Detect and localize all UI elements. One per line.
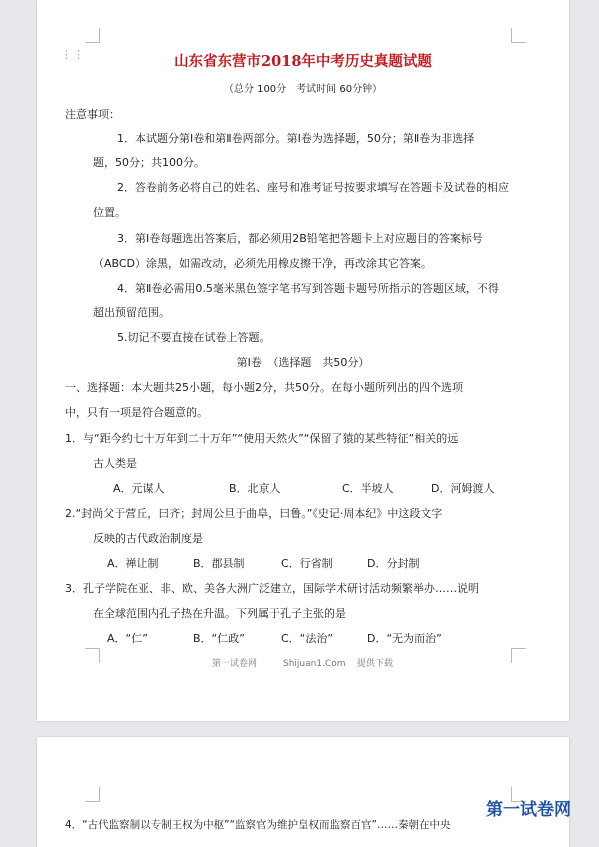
question-option: A．禅让制: [107, 557, 159, 570]
document-title: 山东省东营市2018年中考历史真题试题: [174, 53, 432, 70]
notice-line: 4．第Ⅱ卷必需用0.5毫米黑色签字笔书写到答题卡题号所指示的答题区域，不得: [117, 282, 499, 295]
footer-note: 提供下载: [357, 659, 394, 669]
page-corner-mark: [511, 648, 526, 663]
page-corner-mark: [85, 28, 100, 43]
question-stem: 4．“古代监察制以专制王权为中枢”“监察官为维护皇权而监察百官”……秦朝在中央: [65, 819, 451, 831]
page-corner-mark: [85, 787, 100, 802]
question-option: C．半坡人: [342, 482, 394, 495]
question-option: C．“法治”: [281, 632, 334, 645]
question-stem: 在全球范围内孔子热在升温。下列属于孔子主张的是: [93, 607, 346, 620]
footer-source: 第一试卷网: [212, 659, 258, 669]
notice-line: 5.切记不要直接在试卷上答题。: [117, 331, 271, 344]
section-intro: 中，只有一项是符合题意的。: [65, 406, 208, 419]
notice-line: （ABCD）涂黑，如需改动，必须先用橡皮擦干净，再改涂其它答案。: [93, 257, 433, 270]
footer-url: Shijuan1.Com: [283, 659, 346, 669]
question-option: C．行省制: [281, 557, 333, 570]
notice-line: 3．第Ⅰ卷每题选出答案后，都必须用2B铅笔把答题卡上对应题目的答案标号: [117, 232, 483, 245]
notice-line: 1．本试题分第Ⅰ卷和第Ⅱ卷两部分。第Ⅰ卷为选择题，50分；第Ⅱ卷为非选择: [117, 132, 475, 145]
document-subtitle: （总分 100分 考试时间 60分钟）: [223, 84, 383, 95]
question-option: D．“无为而治”: [367, 632, 442, 645]
notice-line: 超出预留范围。: [93, 306, 170, 319]
page-corner-mark: [85, 648, 100, 663]
notice-line: 位置。: [93, 206, 126, 219]
question-option: A．“仁”: [107, 632, 148, 645]
site-watermark: 第一试卷网: [486, 800, 571, 820]
question-stem: 3．孔子学院在亚、非、欧、美各大洲广泛建立，国际学术研讨活动频繁举办……说明: [65, 582, 479, 595]
question-option: B．郡县制: [193, 557, 245, 570]
notice-line: 2．答卷前务必将自己的姓名、座号和准考证号按要求填写在答题卡及试卷的相应: [117, 181, 509, 194]
notice-line: 题，50分；共100分。: [93, 156, 205, 169]
question-option: B．“仁政”: [193, 632, 245, 645]
section-title: 第Ⅰ卷 （选择题 共50分）: [236, 356, 370, 369]
question-option: A．元谋人: [113, 482, 165, 495]
notice-heading: 注意事项：: [65, 108, 120, 121]
section-intro: 一、选择题：本大题共25小题，每小题2分，共50分。在每小题所列出的四个选项: [65, 381, 463, 394]
table-move-handle-icon[interactable]: ⋮⋮: [61, 48, 85, 61]
question-stem: 2.“封尚父于营丘，曰齐；封周公旦于曲阜，曰鲁。”《史记·周本纪》中这段文字: [65, 507, 443, 520]
document-page-2: [37, 737, 569, 847]
question-stem: 1．与“距今约七十万年到二十万年”“使用天然火”“保留了猿的某些特征”相关的远: [65, 432, 459, 445]
question-stem: 反映的古代政治制度是: [93, 532, 203, 545]
question-stem: 古人类是: [93, 457, 137, 470]
document-page-1: [37, 0, 569, 721]
page-corner-mark: [511, 28, 526, 43]
question-option: D．河姆渡人: [431, 482, 495, 495]
question-option: B．北京人: [229, 482, 281, 495]
question-option: D．分封制: [367, 557, 420, 570]
